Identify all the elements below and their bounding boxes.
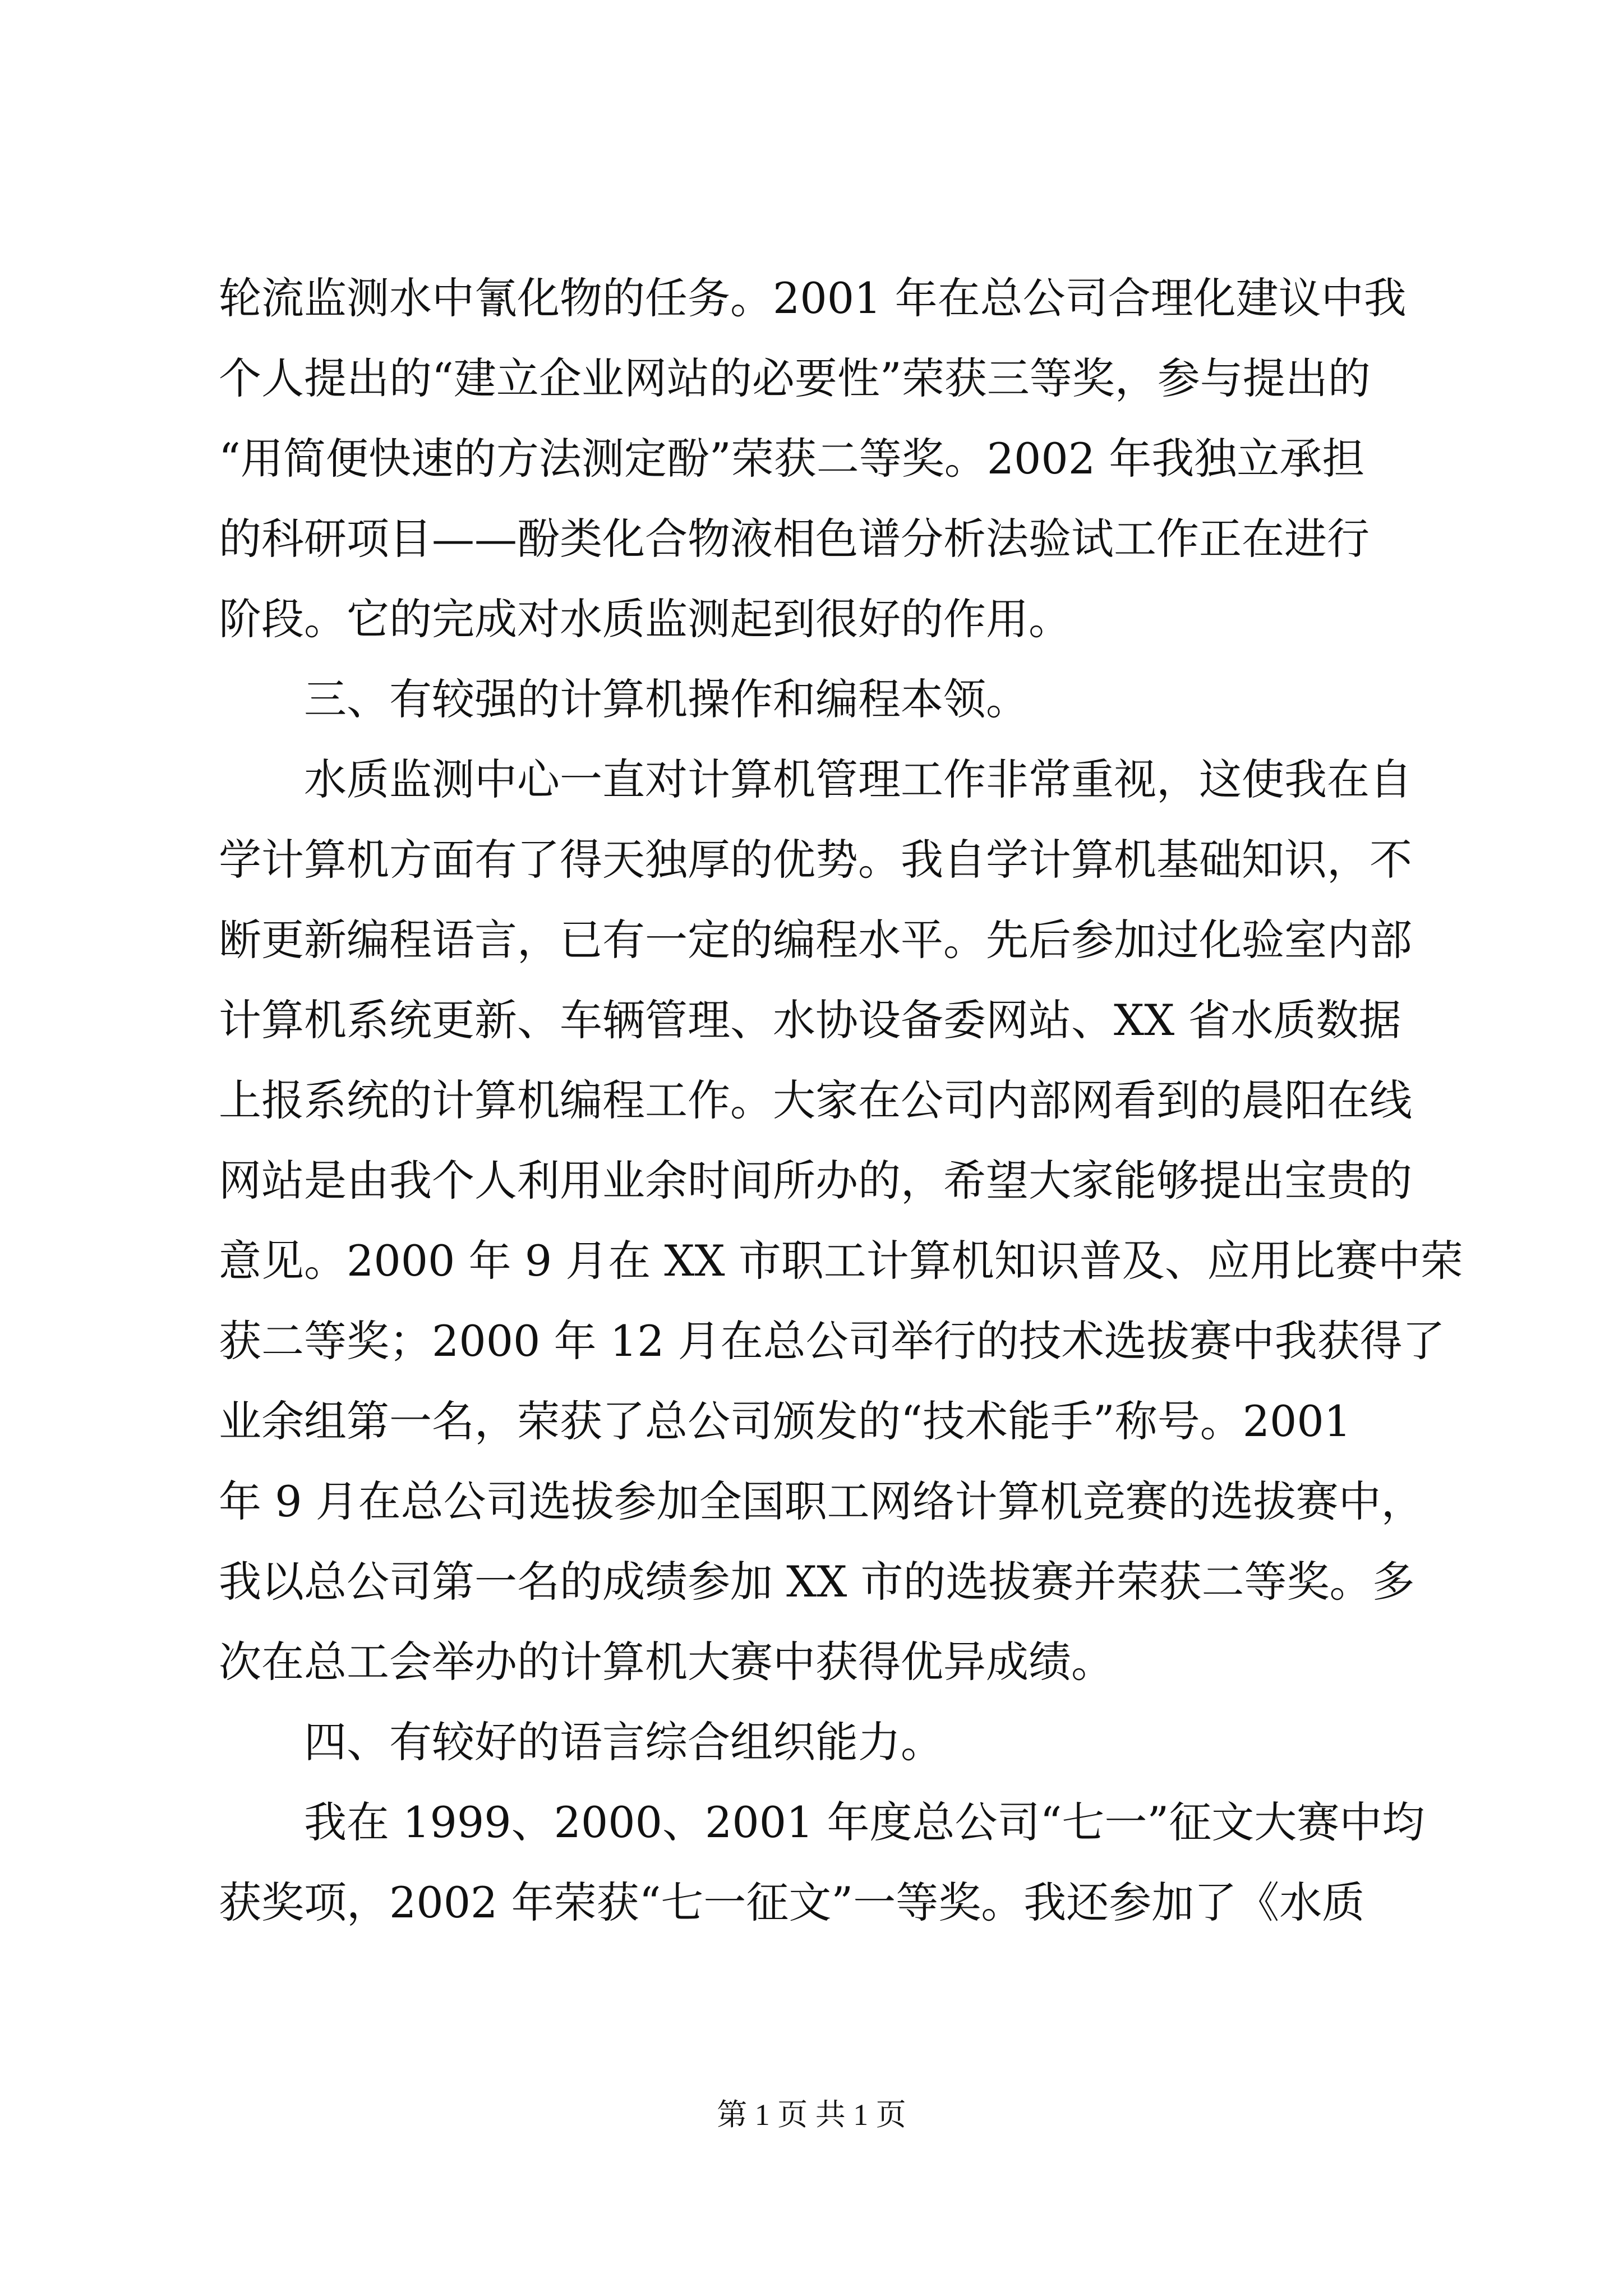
text-line: 获奖项，2002 年荣获“七一征文”一等奖。我还参加了《水质: [219, 1878, 1365, 1927]
section-heading: 三、有较强的计算机操作和编程本领。: [304, 674, 1029, 724]
text-line: 业余组第一名，荣获了总公司颁发的“技术能手”称号。2001: [219, 1396, 1352, 1446]
text-line: 水质监测中心一直对计算机管理工作非常重视，这使我在自: [304, 754, 1412, 804]
text-line: 意见。2000 年 9 月在 XX 市职工计算机知识普及、应用比赛中荣: [219, 1236, 1463, 1286]
text-line: 年 9 月在总公司选拔参加全国职工网络计算机竞赛的选拔赛中，: [219, 1476, 1424, 1526]
text-line: 阶段。它的完成对水质监测起到很好的作用。: [219, 594, 1071, 644]
document-body: [219, 258, 1463, 1943]
text-line: 个人提出的“建立企业网站的必要性”荣获三等奖，参与提出的: [219, 353, 1371, 403]
text-line: 上报系统的计算机编程工作。大家在公司内部网看到的晨阳在线: [219, 1075, 1412, 1125]
text-line: 获二等奖；2000 年 12 月在总公司举行的技术选拔赛中我获得了: [219, 1316, 1445, 1366]
text-line: 轮流监测水中氰化物的任务。2001 年在总公司合理化建议中我: [219, 273, 1407, 323]
section-heading: 四、有较好的语言综合组织能力。: [304, 1717, 943, 1767]
text-line: “用简便快速的方法测定酚”荣获二等奖。2002 年我独立承担: [219, 434, 1365, 484]
text-line: 的科研项目——酚类化合物液相色谱分析法验试工作正在进行: [219, 514, 1370, 564]
text-line: 网站是由我个人利用业余时间所办的，希望大家能够提出宝贵的: [219, 1156, 1412, 1205]
page-footer: 第 1 页 共 1 页: [717, 2098, 906, 2132]
text-line: 断更新编程语言，已有一定的编程水平。先后参加过化验室内部: [219, 915, 1412, 965]
text-line: 次在总工会举办的计算机大赛中获得优异成绩。: [219, 1637, 1114, 1687]
text-line: 我在 1999、2000、2001 年度总公司“七一”征文大赛中均: [304, 1797, 1425, 1847]
text-line: 我以总公司第一名的成绩参加 XX 市的选拔赛并荣获二等奖。多: [219, 1557, 1415, 1607]
text-line: 学计算机方面有了得天独厚的优势。我自学计算机基础知识，不: [219, 835, 1412, 885]
text-line: 计算机系统更新、车辆管理、水协设备委网站、XX 省水质数据: [219, 995, 1401, 1045]
